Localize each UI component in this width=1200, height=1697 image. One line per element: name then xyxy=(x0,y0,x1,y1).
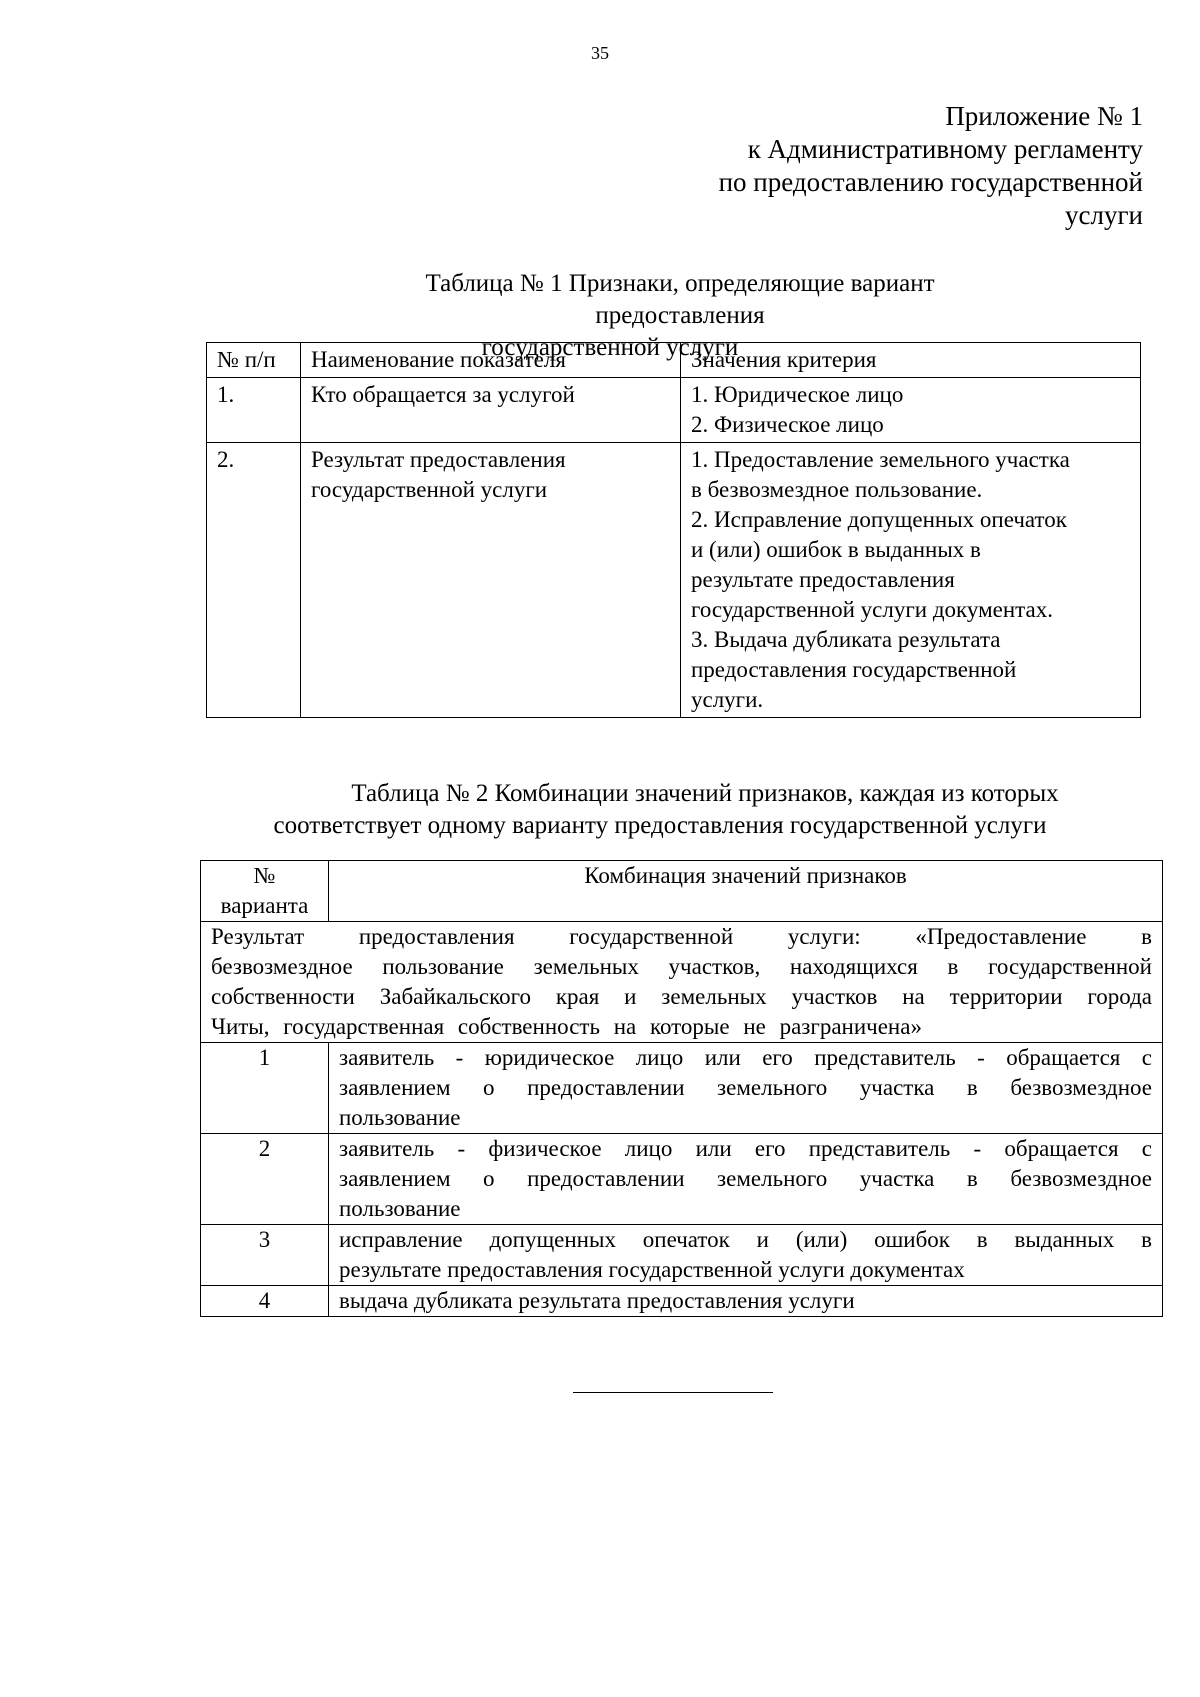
criterion-value: государственной услуги документах. xyxy=(691,597,1053,622)
criterion-values xyxy=(681,443,1141,718)
combination-line: результате предоставления государственной услуги документах xyxy=(339,1257,965,1282)
indicator-name-line: государственной услуги xyxy=(311,477,548,502)
appendix-heading xyxy=(443,100,1143,232)
variant-combination xyxy=(329,1043,1163,1134)
table-header-row xyxy=(201,861,1163,922)
table-row xyxy=(201,1225,1163,1286)
result-description xyxy=(201,922,1163,1043)
header-cell: Значения критерия xyxy=(681,343,1141,378)
result-line: собственности Забайкальского края и земельных участков на территории города xyxy=(211,984,1152,1009)
combinations-table xyxy=(200,860,1163,1317)
header-cell: № п/п xyxy=(207,343,301,378)
combination-line: выдача дубликата результата предоставления услуги xyxy=(339,1288,855,1313)
variant-number: 3 xyxy=(201,1225,329,1286)
appendix-line: Приложение № 1 xyxy=(945,101,1143,131)
combination-line: пользование xyxy=(339,1105,461,1130)
variant-number: 1 xyxy=(201,1043,329,1134)
criterion-value: в безвозмездное пользование. xyxy=(691,477,983,502)
caption-line: соответствует одному варианту предоставления государственной услуги xyxy=(273,812,1047,839)
criteria-table xyxy=(206,342,1141,718)
indicator-name xyxy=(301,443,681,718)
criterion-value: 1. Предоставление земельного участка xyxy=(691,447,1070,472)
criterion-value: услуги. xyxy=(691,687,764,712)
table-row xyxy=(201,1043,1163,1134)
criterion-value: 2. Физическое лицо xyxy=(691,412,884,437)
table-header-row xyxy=(207,343,1141,378)
criterion-value: 2. Исправление допущенных опечаток xyxy=(691,507,1067,532)
header-cell xyxy=(201,861,329,922)
table-row xyxy=(207,443,1141,718)
appendix-line: услуги xyxy=(1065,200,1143,230)
indicator-name-line: Результат предоставления xyxy=(311,447,566,472)
result-row xyxy=(201,922,1163,1043)
result-line: Читы, государственная собственность на которые не разграничена» xyxy=(211,1014,922,1039)
header-cell: Наименование показателя xyxy=(301,343,681,378)
variant-combination xyxy=(329,1134,1163,1225)
page-number: 35 xyxy=(591,43,609,63)
criterion-value: 1. Юридическое лицо xyxy=(691,382,904,407)
caption-line: Таблица № 2 Комбинации значений признаков, каждая из которых xyxy=(351,780,1059,807)
variant-number: 4 xyxy=(201,1286,329,1317)
combination-line: заявитель - юридическое лицо или его представитель - обращается с xyxy=(339,1045,1152,1070)
appendix-line: к Административному регламенту xyxy=(747,134,1143,164)
end-divider xyxy=(573,1392,773,1393)
variant-number: 2 xyxy=(201,1134,329,1225)
caption-line: государственной услуги xyxy=(481,334,739,361)
combination-line: заявитель - физическое лицо или его представитель - обращается с xyxy=(339,1136,1152,1161)
row-number: 2. xyxy=(207,443,301,718)
table2-caption xyxy=(200,778,1120,842)
variant-combination xyxy=(329,1286,1163,1317)
variant-combination xyxy=(329,1225,1163,1286)
criterion-values xyxy=(681,378,1141,443)
criterion-value: 3. Выдача дубликата результата xyxy=(691,627,1001,652)
caption-line: Таблица № 1 Признаки, определяющие вариант предоставления xyxy=(425,270,935,329)
criterion-value: предоставления государственной xyxy=(691,657,1017,682)
combination-line: заявлением о предоставлении земельного участка в безвозмездное xyxy=(339,1075,1152,1100)
header-line: № xyxy=(253,863,276,888)
header-line: варианта xyxy=(220,893,309,918)
combination-line: исправление допущенных опечаток и (или) ошибок в выданных в xyxy=(339,1227,1152,1252)
combination-line: пользование xyxy=(339,1196,461,1221)
indicator-name: Кто обращается за услугой xyxy=(301,378,681,443)
header-cell: Комбинация значений признаков xyxy=(329,861,1163,922)
appendix-line: по предоставлению государственной xyxy=(718,167,1143,197)
table-row xyxy=(207,378,1141,443)
row-number: 1. xyxy=(207,378,301,443)
combination-line: заявлением о предоставлении земельного участка в безвозмездное xyxy=(339,1166,1152,1191)
criterion-value: и (или) ошибок в выданных в xyxy=(691,537,981,562)
criterion-value: результате предоставления xyxy=(691,567,955,592)
table-row xyxy=(201,1286,1163,1317)
result-line: безвозмездное пользование земельных участков, находящихся в государственной xyxy=(211,954,1152,979)
result-line: Результат предоставления государственной услуги: «Предоставление в xyxy=(211,924,1152,949)
table-row xyxy=(201,1134,1163,1225)
